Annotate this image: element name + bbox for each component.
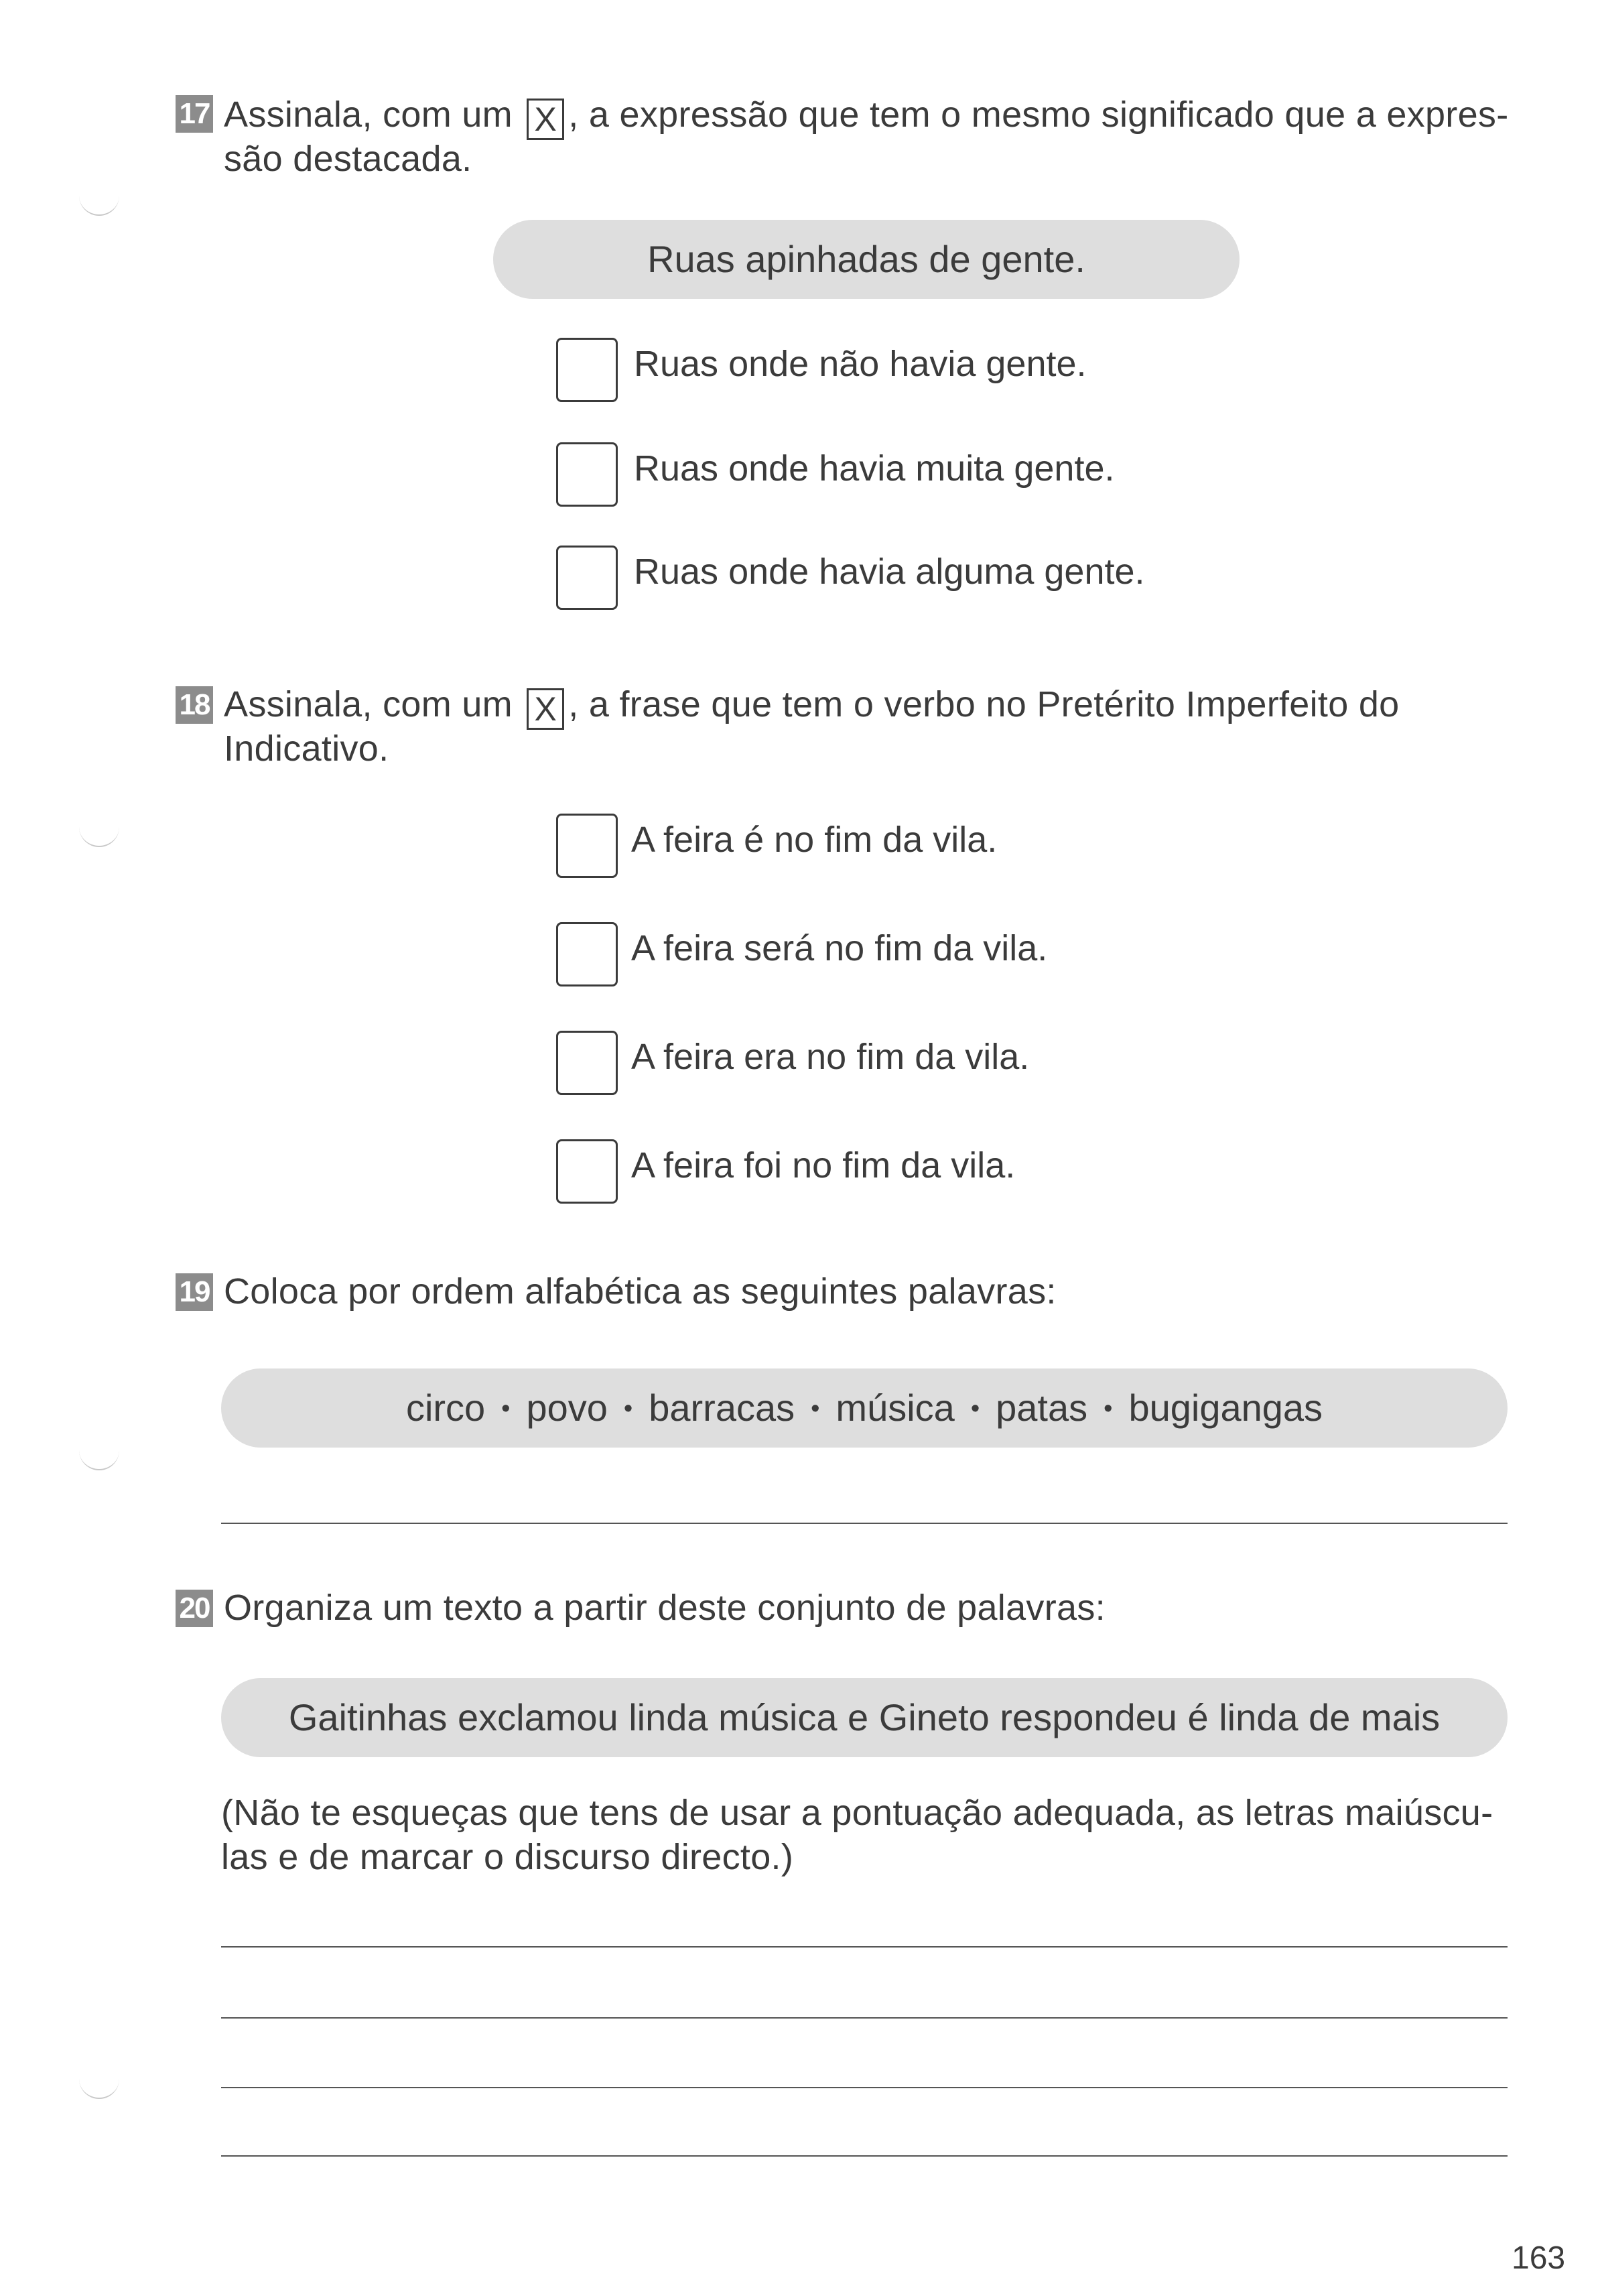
answer-line[interactable] <box>221 1523 1508 1524</box>
option-checkbox[interactable] <box>556 546 618 610</box>
answer-line[interactable] <box>221 2017 1508 2019</box>
option-label: A feira é no fim da vila. <box>631 820 998 860</box>
exercise-number-badge: 17 <box>176 95 213 133</box>
word-item: patas <box>996 1387 1088 1429</box>
word-set: Gaitinhas exclamou linda música e Gineto respondeu é linda de mais <box>221 1678 1508 1757</box>
option-checkbox[interactable] <box>556 922 618 986</box>
option-label: A feira era no fim da vila. <box>631 1037 1030 1077</box>
word-separator: • <box>623 1395 633 1423</box>
answer-line[interactable] <box>221 2087 1508 2088</box>
answer-line[interactable] <box>221 1946 1508 1948</box>
word-separator: • <box>970 1395 980 1423</box>
word-separator: • <box>1104 1395 1113 1423</box>
page-number: 163 <box>1512 2240 1566 2276</box>
exercise-19-instruction: Coloca por ordem alfabética as seguintes palavras: <box>224 1271 1057 1312</box>
punch-hole-mark <box>79 2078 119 2099</box>
option-label: Ruas onde havia alguma gente. <box>634 552 1145 592</box>
exercise-17-instruction: Assinala, com um X , a expressão que tem o mesmo significado que a expres- <box>224 92 1517 140</box>
exercise-20-note-line2: las e de marcar o discurso directo.) <box>221 1837 794 1877</box>
word-separator: • <box>501 1395 511 1423</box>
word-separator: • <box>811 1395 820 1423</box>
word-item: barracas <box>649 1387 795 1429</box>
punch-hole-mark <box>79 1449 119 1470</box>
exercise-18-instruction-line2: Indicativo. <box>224 728 389 769</box>
word-list <box>221 1368 1508 1448</box>
x-mark-sample: X <box>527 688 564 730</box>
option-checkbox[interactable] <box>556 814 618 878</box>
answer-line[interactable] <box>221 2155 1508 2157</box>
exercise-18-instruction: Assinala, com um X , a frase que tem o verbo no Pretérito Imperfeito do <box>224 682 1510 730</box>
option-checkbox[interactable] <box>556 338 618 402</box>
punch-hole-mark <box>79 826 119 847</box>
exercise-number-badge: 18 <box>176 686 213 724</box>
word-item: bugigangas <box>1128 1387 1323 1429</box>
option-label: A feira foi no fim da vila. <box>631 1145 1016 1186</box>
exercise-20-note: (Não te esqueças que tens de usar a pontuação adequada, as letras maiúscu- <box>221 1793 1493 1833</box>
exercise-20-instruction: Organiza um texto a partir deste conjunto de palavras: <box>224 1588 1106 1628</box>
option-checkbox[interactable] <box>556 1139 618 1204</box>
x-mark-sample: X <box>527 99 564 140</box>
exercise-17-instruction-line2: são destacada. <box>224 139 472 179</box>
word-item: povo <box>526 1387 608 1429</box>
exercise-number-badge: 20 <box>176 1590 213 1627</box>
option-checkbox[interactable] <box>556 442 618 507</box>
word-item: música <box>836 1387 955 1429</box>
option-label: Ruas onde não havia gente. <box>634 344 1087 384</box>
highlighted-expression: Ruas apinhadas de gente. <box>493 220 1240 299</box>
word-item: circo <box>405 1387 486 1429</box>
exercise-number-badge: 19 <box>176 1273 213 1311</box>
punch-hole-mark <box>79 194 119 216</box>
option-checkbox[interactable] <box>556 1031 618 1095</box>
option-label: Ruas onde havia muita gente. <box>634 448 1115 489</box>
option-label: A feira será no fim da vila. <box>631 928 1048 968</box>
